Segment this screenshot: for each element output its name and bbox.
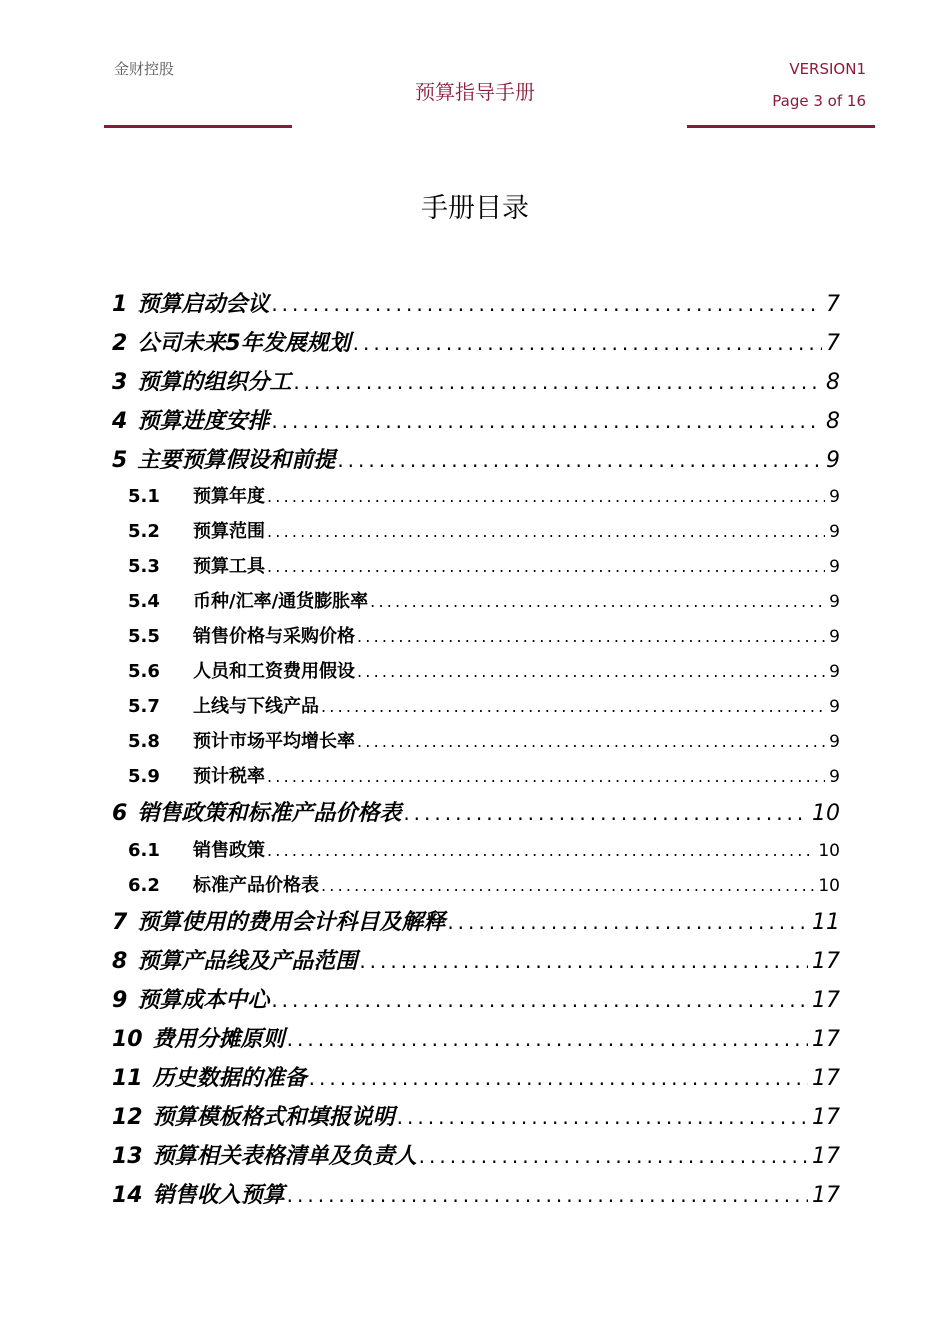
toc-entry-page: 9 <box>829 592 840 613</box>
toc-leader-dots <box>447 903 808 942</box>
toc-leader-dots <box>287 1020 808 1059</box>
toc-entry-number: 13 <box>112 1143 143 1169</box>
toc-entry-number: 5.7 <box>128 696 160 718</box>
toc-entry[interactable] <box>112 903 840 942</box>
toc-entry-title: 预算产品线及产品范围 <box>137 949 358 975</box>
toc-entry-title: 销售政策和标准产品价格表 <box>137 801 402 827</box>
toc-entry[interactable] <box>112 724 840 759</box>
toc-entry-number: 1 <box>112 292 128 317</box>
toc-entry-page: 9 <box>829 732 840 753</box>
toc-leader-dots <box>309 1059 808 1098</box>
toc-entry-number: 2 <box>112 330 128 356</box>
toc-entry-number: 5.4 <box>128 591 160 613</box>
toc-entry-title: 预算成本中心 <box>137 988 270 1014</box>
toc-entry[interactable] <box>112 1059 840 1098</box>
toc-entry-page: 10 <box>818 841 840 862</box>
toc-entry-title: 预算启动会议 <box>137 292 270 317</box>
toc-entry-title: 预算相关表格清单及负责人 <box>152 1143 417 1169</box>
toc-leader-dots <box>370 584 825 619</box>
toc-entry-title: 预计市场平均增长率 <box>193 731 355 753</box>
toc-entry-title: 预算模板格式和填报说明 <box>152 1104 395 1130</box>
toc-entry-title: 预计税率 <box>193 766 265 788</box>
toc-leader-dots <box>353 324 822 363</box>
toc-entry-page: 17 <box>812 1182 840 1208</box>
toc-entry-title: 预算的组织分工 <box>137 369 292 395</box>
toc-leader-dots <box>357 654 825 689</box>
toc-entry-number: 14 <box>112 1182 143 1208</box>
toc-entry[interactable] <box>112 619 840 654</box>
toc-entry-number: 5.2 <box>128 521 160 543</box>
toc-entry-number: 8 <box>112 949 128 975</box>
toc-entry[interactable] <box>112 794 840 833</box>
toc-entry-page: 9 <box>829 522 840 543</box>
toc-leader-dots <box>271 402 822 441</box>
toc-entry-number: 6.1 <box>128 840 160 862</box>
toc-leader-dots <box>293 363 822 402</box>
toc-entry-title: 历史数据的准备 <box>152 1065 307 1091</box>
toc-entry-title: 预算年度 <box>193 486 265 508</box>
toc-entry-page: 7 <box>826 330 840 356</box>
toc-leader-dots <box>419 1137 808 1176</box>
header-rule-left <box>104 125 292 128</box>
toc-leader-dots <box>357 619 825 654</box>
page-number: Page 3 of 16 <box>772 92 866 110</box>
toc-entry-title: 预算范围 <box>193 521 265 543</box>
toc-leader-dots <box>271 285 822 324</box>
toc-entry-number: 5.9 <box>128 766 160 788</box>
toc-entry[interactable] <box>112 868 840 903</box>
toc-entry-number: 7 <box>112 910 128 936</box>
toc-entry[interactable] <box>112 1176 840 1215</box>
toc-entry[interactable] <box>112 1098 840 1137</box>
company-name: 金财控股 <box>114 60 175 78</box>
toc-entry-page: 17 <box>812 1143 840 1169</box>
toc-leader-dots <box>267 833 814 868</box>
toc-entry-number: 5 <box>112 447 128 473</box>
toc-leader-dots <box>359 942 808 981</box>
toc-entry-page: 17 <box>812 1027 840 1053</box>
toc-entry-title: 销售收入预算 <box>152 1182 285 1208</box>
toc-entry-number: 5.8 <box>128 731 160 753</box>
header-rule-right <box>687 125 875 128</box>
toc-entry-title: 币种/汇率/通货膨胀率 <box>193 591 369 613</box>
toc-leader-dots <box>267 759 825 794</box>
toc-entry[interactable] <box>112 1020 840 1059</box>
toc-entry-title: 预算进度安排 <box>137 408 270 434</box>
toc-entry[interactable] <box>112 759 840 794</box>
toc-leader-dots <box>271 981 808 1020</box>
toc-entry[interactable] <box>112 324 840 363</box>
toc-heading: 手册目录 <box>421 193 529 224</box>
toc-leader-dots <box>403 794 808 833</box>
toc-entry[interactable] <box>112 549 840 584</box>
toc-entry-page: 17 <box>812 1065 840 1091</box>
toc-entry[interactable] <box>112 1137 840 1176</box>
toc-entry-page: 17 <box>812 988 840 1014</box>
toc-entry-page: 8 <box>826 369 840 395</box>
toc-entry-title: 标准产品价格表 <box>193 875 319 897</box>
toc-entry-number: 3 <box>112 369 128 395</box>
toc-entry-page: 10 <box>812 801 840 827</box>
toc-entry-title: 预算使用的费用会计科目及解释 <box>137 910 446 936</box>
toc-entry-number: 6 <box>112 801 128 827</box>
toc-entry-page: 9 <box>826 447 840 473</box>
toc-entry-title: 费用分摊原则 <box>152 1027 285 1053</box>
toc-entry-number: 5.5 <box>128 626 160 648</box>
toc-entry-page: 8 <box>826 408 840 434</box>
toc-entry-number: 9 <box>112 988 128 1014</box>
toc-entry-page: 9 <box>829 697 840 718</box>
toc-entry[interactable] <box>112 441 840 480</box>
toc-entry[interactable] <box>112 654 840 689</box>
toc-leader-dots <box>267 514 825 549</box>
toc-entry-page: 9 <box>829 767 840 788</box>
toc-entry[interactable] <box>112 833 840 868</box>
version-label: VERSION1 <box>789 60 866 78</box>
toc-entry-page: 17 <box>812 949 840 975</box>
toc-entry[interactable] <box>112 942 840 981</box>
toc-entry-title: 销售政策 <box>193 840 265 862</box>
toc-entry-page: 9 <box>829 627 840 648</box>
toc-entry[interactable] <box>112 363 840 402</box>
toc-leader-dots <box>267 549 825 584</box>
toc-entry-number: 5.3 <box>128 556 160 578</box>
toc-entry-page: 10 <box>818 876 840 897</box>
toc-entry-number: 5.6 <box>128 661 160 683</box>
toc-entry[interactable] <box>112 402 840 441</box>
toc-leader-dots <box>321 689 825 724</box>
toc-entry[interactable] <box>112 285 840 324</box>
toc-entry-page: 9 <box>829 557 840 578</box>
toc-entry-number: 6.2 <box>128 875 160 897</box>
toc-leader-dots <box>337 441 822 480</box>
toc-leader-dots <box>397 1098 808 1137</box>
toc-entry[interactable] <box>112 689 840 724</box>
table-of-contents <box>112 285 840 1214</box>
toc-leader-dots <box>267 479 825 514</box>
toc-entry-page: 17 <box>812 1104 840 1130</box>
toc-entry-number: 4 <box>112 408 128 434</box>
toc-leader-dots <box>357 724 825 759</box>
toc-entry-title: 销售价格与采购价格 <box>193 626 355 648</box>
toc-entry-page: 11 <box>812 910 840 936</box>
toc-entry-title: 公司未来5年发展规划 <box>137 330 351 356</box>
toc-entry[interactable] <box>112 584 840 619</box>
toc-entry-page: 7 <box>826 292 840 317</box>
toc-entry-number: 5.1 <box>128 486 160 508</box>
toc-entry-number: 12 <box>112 1104 143 1130</box>
toc-entry-title: 人员和工资费用假设 <box>193 661 355 683</box>
toc-leader-dots <box>321 868 814 903</box>
toc-entry[interactable] <box>112 981 840 1020</box>
toc-entry-title: 上线与下线产品 <box>193 696 319 718</box>
toc-entry-number: 10 <box>112 1027 143 1053</box>
toc-entry-title: 主要预算假设和前提 <box>137 447 336 473</box>
toc-entry-page: 9 <box>829 487 840 508</box>
toc-entry-page: 9 <box>829 662 840 683</box>
toc-entry-title: 预算工具 <box>193 556 265 578</box>
toc-entry[interactable] <box>112 514 840 549</box>
toc-leader-dots <box>287 1176 808 1215</box>
document-title: 预算指导手册 <box>415 80 535 104</box>
toc-entry-number: 11 <box>112 1065 143 1091</box>
toc-entry[interactable] <box>112 479 840 514</box>
